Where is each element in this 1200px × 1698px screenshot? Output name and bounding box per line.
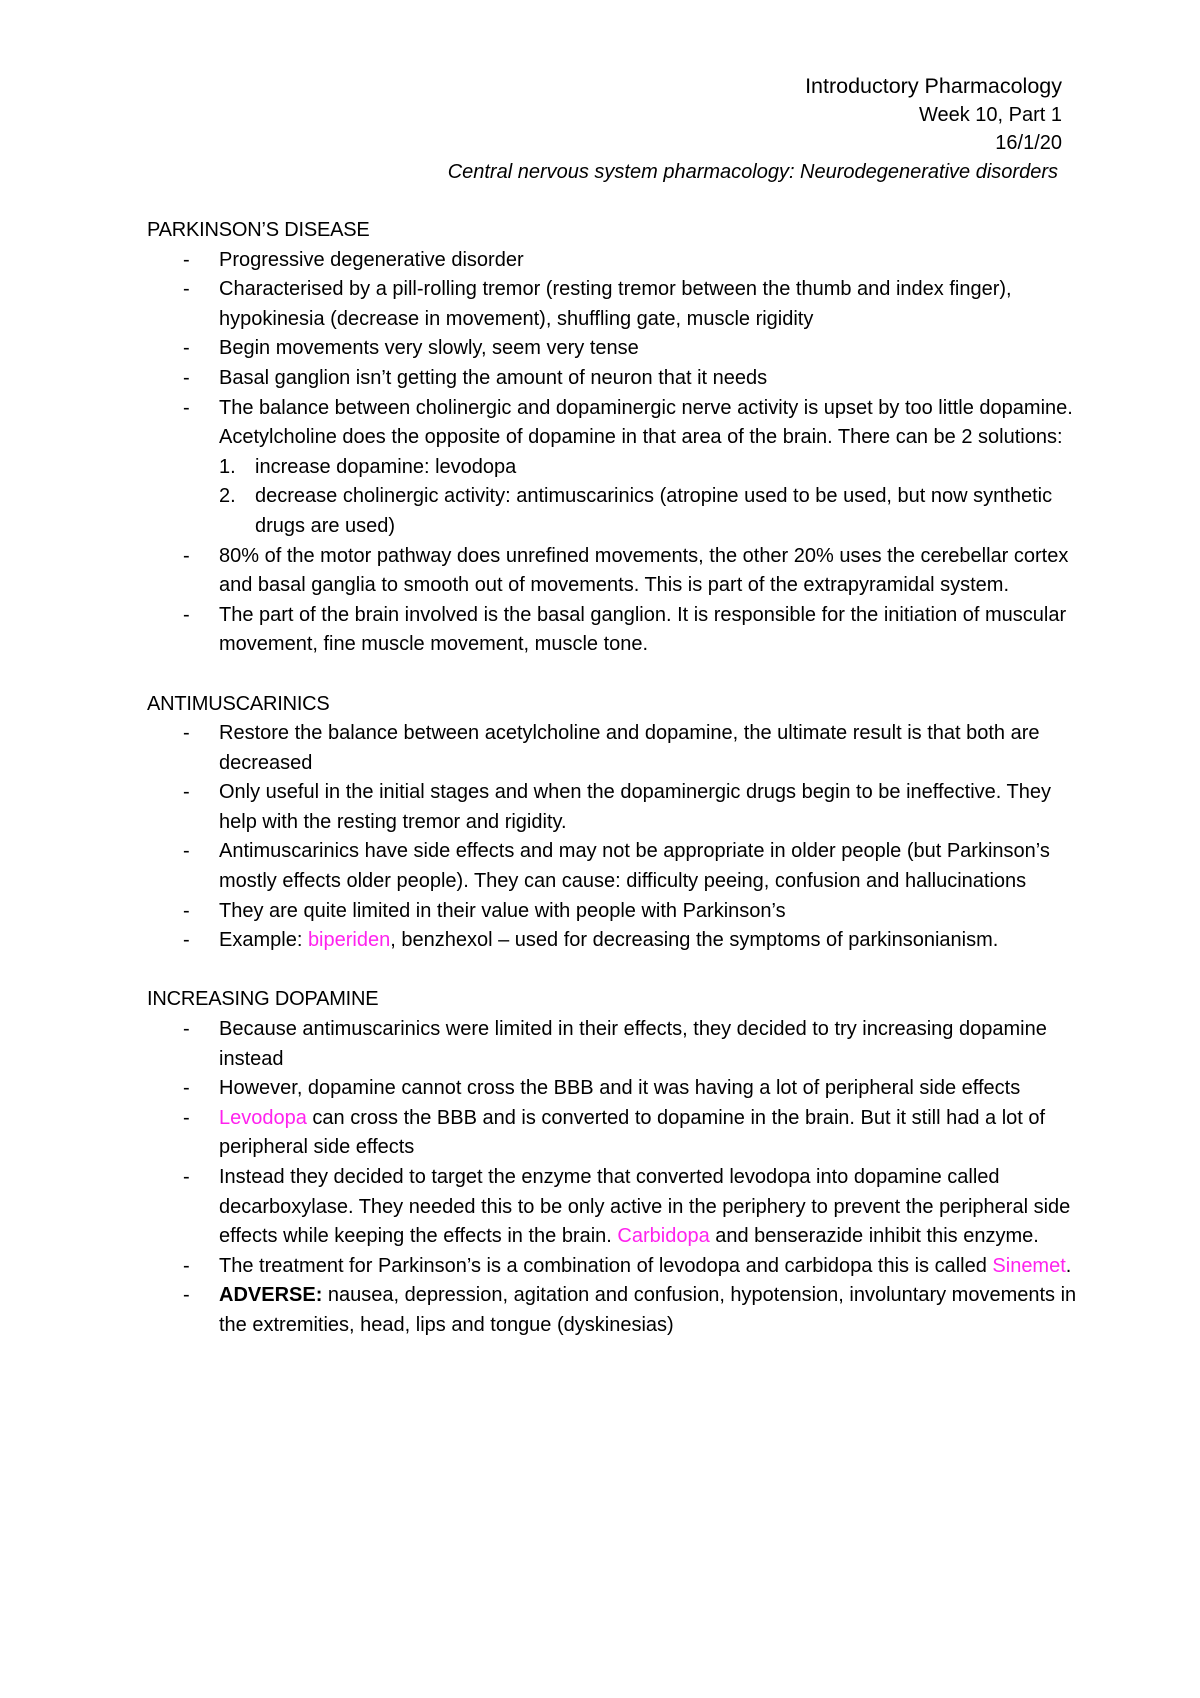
list-item: - However, dopamine cannot cross the BBB and it was having a lot of peripheral side effects (147, 1074, 1087, 1104)
list-item: - Restore the balance between acetylcholine and dopamine, the ultimate result is that both are decreased (147, 719, 1087, 778)
list-item: - The part of the brain involved is the basal ganglion. It is responsible for the initiation of muscular movement, fine muscle movement, muscle tone. (147, 601, 1087, 660)
item-number: 1. (219, 455, 236, 478)
document-header (448, 72, 1062, 186)
list-item: - Progressive degenerative disorder (147, 246, 1087, 276)
list-item: - Because antimuscarinics were limited in their effects, they decided to try increasing dopamine instead (147, 1015, 1087, 1074)
list-item-text: nausea, depression, agitation and confusion, hypotension, involuntary movements in the extremities, head, lips and tongue (dyskinesias) (219, 1284, 1077, 1336)
numbered-list (219, 453, 1087, 542)
list-item (147, 1104, 1087, 1163)
numbered-item-text: increase dopamine: levodopa (255, 455, 517, 478)
highlighted-drug-carbidopa: Carbidopa (617, 1225, 710, 1248)
example-prefix: Example: (219, 929, 308, 952)
section-parkinsons (147, 216, 1087, 660)
section-heading: INCREASING DOPAMINE (147, 988, 379, 1011)
list-item: - Begin movements very slowly, seem very tense (147, 334, 1087, 364)
list-item (147, 1163, 1087, 1252)
example-suffix: , benzhexol – used for decreasing the symptoms of parkinsonianism. (390, 929, 999, 952)
section-spacer (147, 956, 1087, 986)
document-body (147, 216, 1087, 1341)
list-item: - 80% of the motor pathway does unrefined movements, the other 20% uses the cerebellar cortex and basal ganglia to smooth out of movements. This is part of the extrapyramidal system. (147, 542, 1087, 601)
list-item-text: can cross the BBB and is converted to dopamine in the brain. But it still had a lot of peripheral side effects (219, 1106, 1046, 1159)
list-item-text: Instead they decided to target the enzyme that converted levodopa into dopamine called decarboxylase. They needed this to be only active in the periphery to prevent the peripheral side effects while keeping the effects in the brain. (219, 1166, 1071, 1248)
week-label: Week 10, Part 1 (918, 103, 1062, 126)
list-item: - Characterised by a pill-rolling tremor (resting tremor between the thumb and index finger), hypokinesia (decrease in movement), shuffling gate, muscle rigidity (147, 275, 1087, 334)
section-antimuscarinics (147, 690, 1087, 956)
section-increasing-dopamine (147, 985, 1087, 1340)
highlighted-drug-sinemet: Sinemet (992, 1254, 1066, 1277)
section-spacer (147, 660, 1087, 690)
item-number: 2. (219, 485, 236, 508)
highlighted-drug-biperiden: biperiden (307, 929, 391, 952)
highlighted-drug-levodopa: Levodopa (219, 1106, 307, 1129)
list-item (147, 1252, 1087, 1282)
date-label: 16/1/20 (995, 132, 1062, 154)
list-item (147, 394, 1087, 542)
list-item (147, 926, 1087, 956)
list-item-text: The treatment for Parkinson’s is a combination of levodopa and carbidopa this is called (219, 1254, 993, 1277)
bullet-list (147, 1015, 1087, 1341)
numbered-item-text: decrease cholinergic activity: antimuscarinics (atropine used to be used, but now synthetic drugs are used) (255, 485, 1053, 537)
list-item-text: The balance between cholinergic and dopaminergic nerve activity is upset by too little dopamine. Acetylcholine does the opposite of dopamine in that area of the brain. There can be 2 solutions: (219, 396, 1073, 449)
list-item: - Antimuscarinics have side effects and may not be appropriate in older people (but Parkinson’s mostly effects older people). They can cause: difficulty peeing, confusion and hallucinations (147, 837, 1087, 896)
list-item-suffix: . (1065, 1254, 1072, 1277)
section-heading: ANTIMUSCARINICS (147, 692, 330, 715)
bullet-list (147, 246, 1087, 660)
list-item: - They are quite limited in their value with people with Parkinson’s (147, 897, 1087, 927)
list-item: - Basal ganglion isn’t getting the amount of neuron that it needs (147, 364, 1087, 394)
list-item (147, 1281, 1087, 1340)
section-heading: PARKINSON’S DISEASE (147, 219, 370, 241)
list-item: - Only useful in the initial stages and when the dopaminergic drugs begin to be ineffective. They help with the resting tremor and rigidity. (147, 778, 1087, 837)
numbered-item (219, 453, 1087, 483)
bullet-list (147, 719, 1087, 956)
course-title: Introductory Pharmacology (805, 74, 1062, 98)
adverse-label: ADVERSE: (219, 1284, 323, 1307)
numbered-item (219, 482, 1087, 541)
list-item-suffix: and benserazide inhibit this enzyme. (709, 1225, 1039, 1248)
lecture-subtitle: Central nervous system pharmacology: Neurodegenerative disorders (447, 160, 1058, 183)
